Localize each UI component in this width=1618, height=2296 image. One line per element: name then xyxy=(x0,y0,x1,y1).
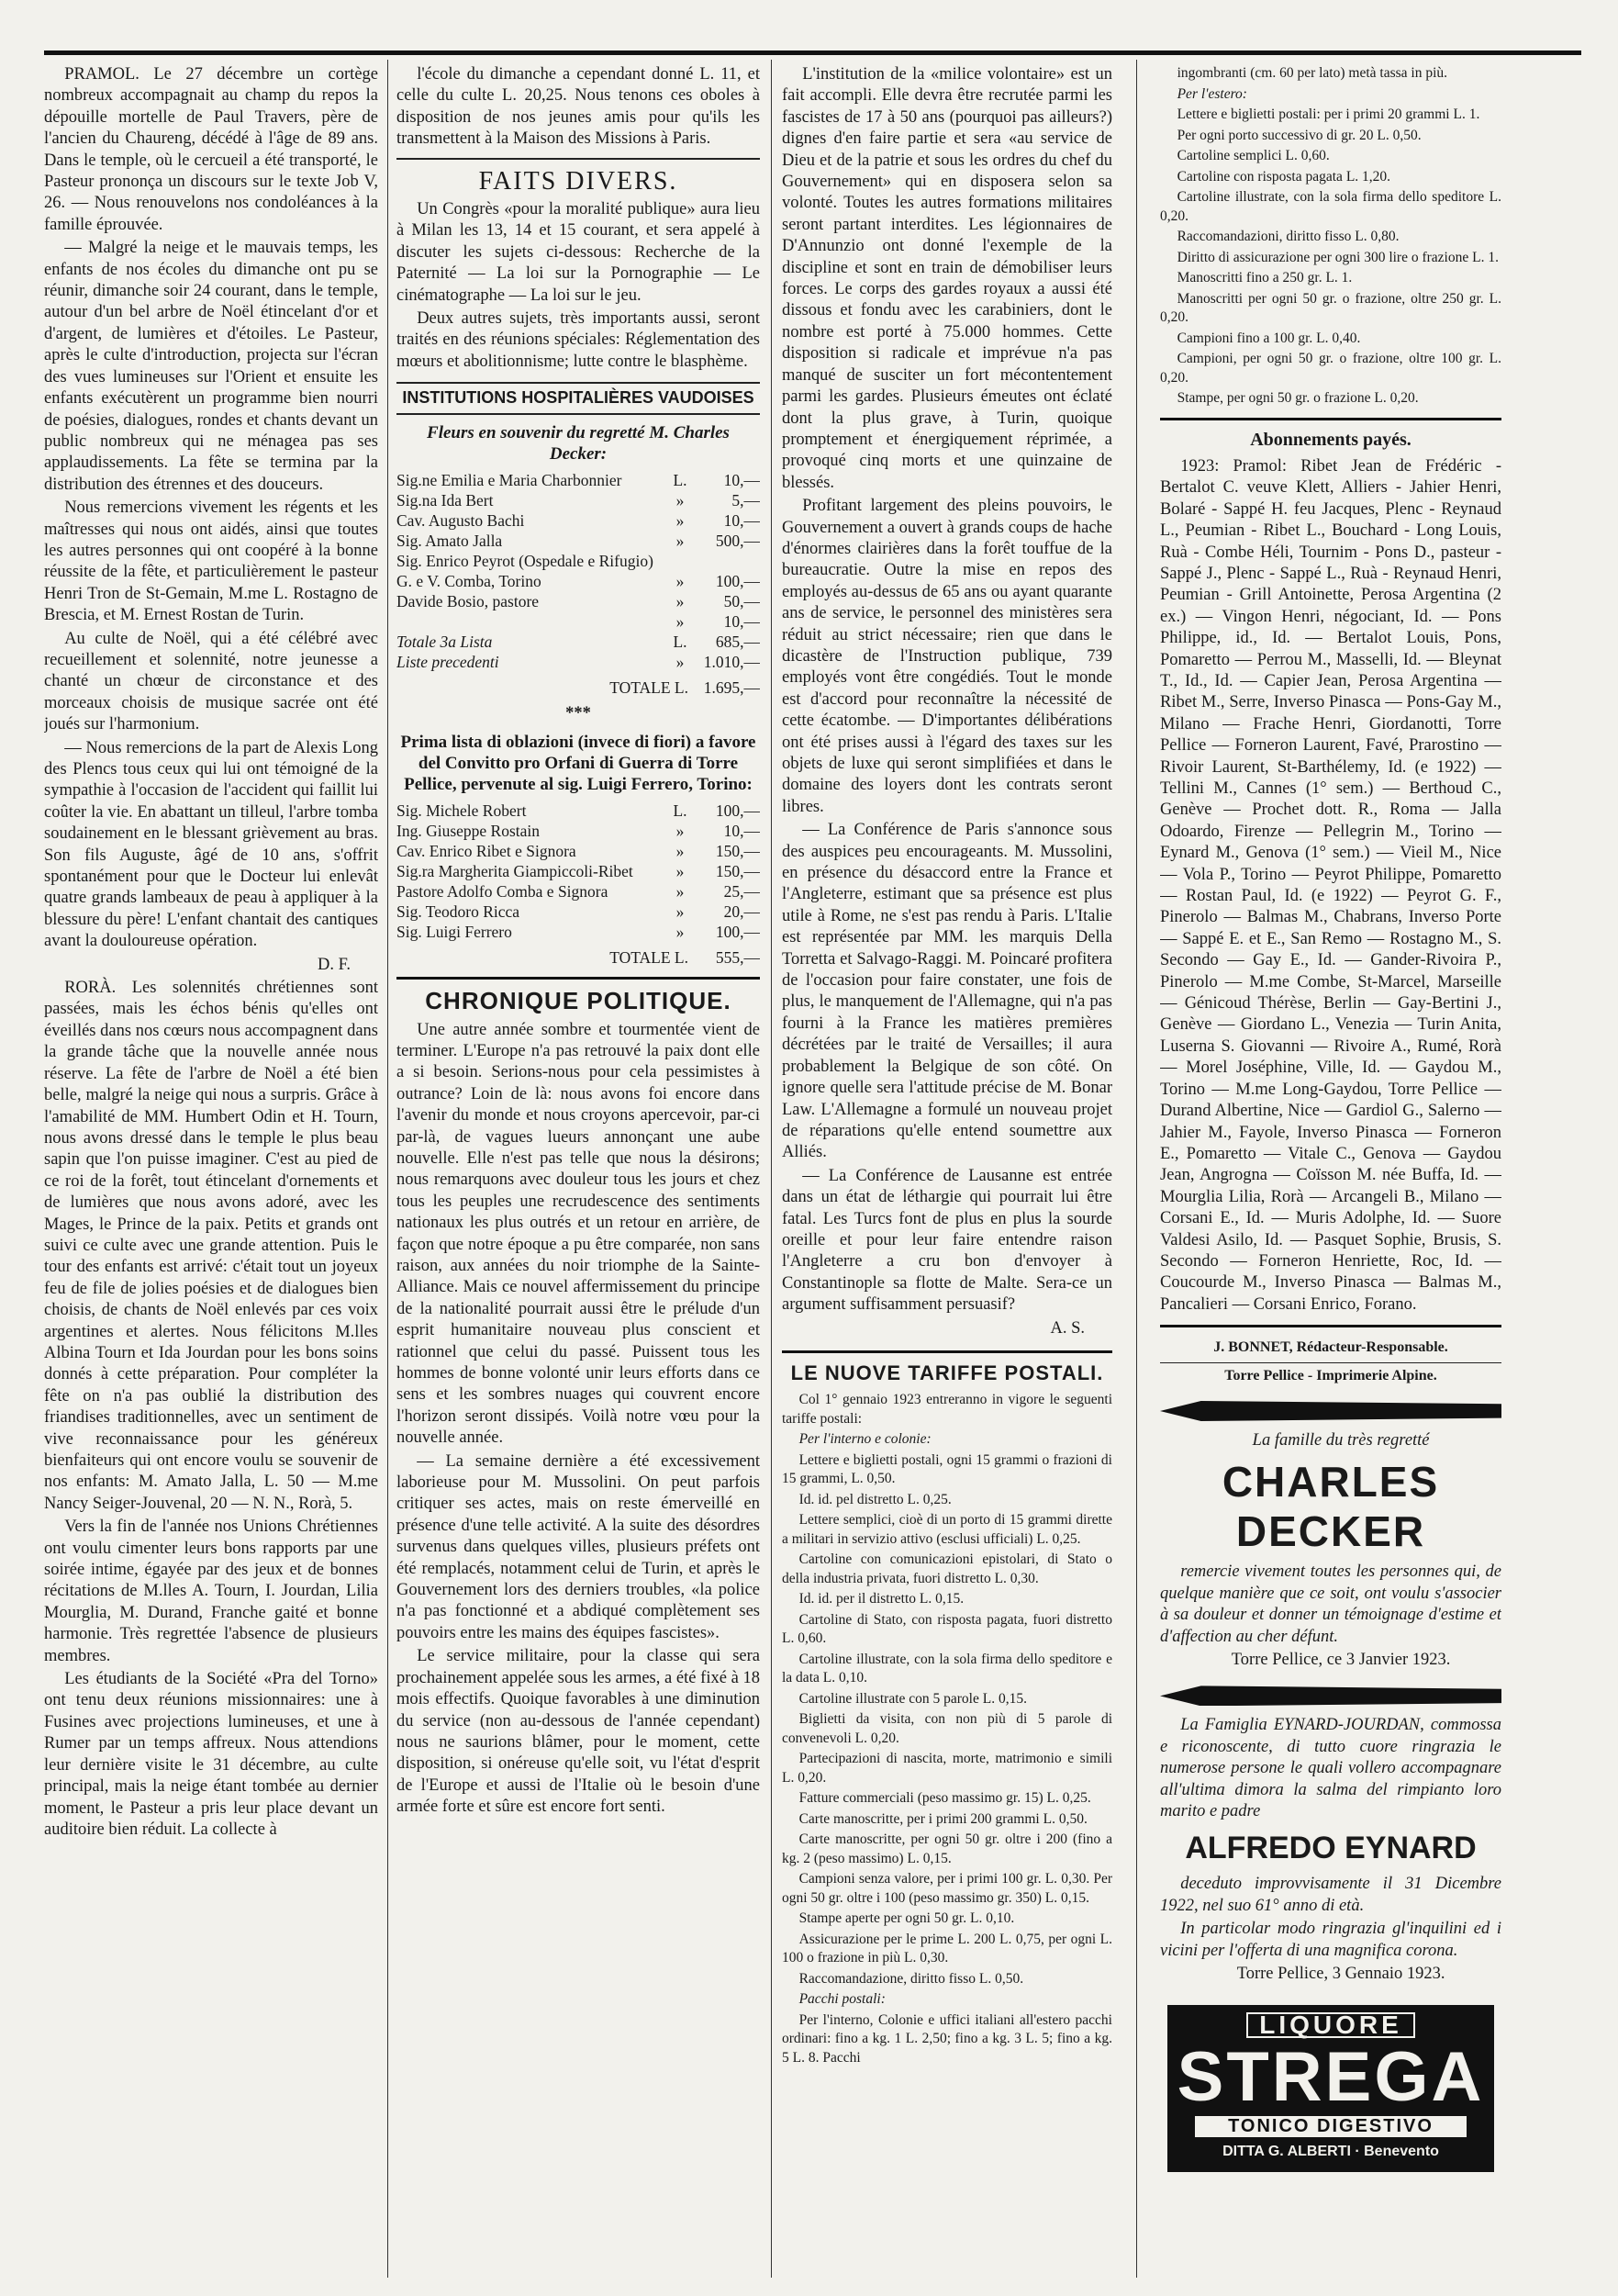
ad-label: LIQUORE xyxy=(1246,2012,1415,2037)
divider xyxy=(1160,418,1501,420)
tariff-item: Manoscritti per ogni 50 gr. o frazione, oltre 250 gr. L. 0,20. xyxy=(1160,290,1501,325)
donor-name: Sig. Michele Robert xyxy=(396,801,527,821)
amount: 100,— xyxy=(715,801,760,821)
subtotal-row xyxy=(396,652,760,672)
amount: 100,— xyxy=(715,571,760,590)
ad-brand-name: STREGA xyxy=(1177,2037,1485,2116)
tariff-item: Cartoline illustrate con 5 parole L. 0,15. xyxy=(798,1690,1027,1707)
divider xyxy=(396,977,760,980)
donor-name: Cav. Augusto Bachi xyxy=(396,510,525,530)
donation-row xyxy=(396,591,760,611)
currency-mark: » xyxy=(675,591,685,610)
tariff-subtitle: Per l'interno e colonie: xyxy=(798,1431,932,1448)
currency-mark: L. xyxy=(673,632,687,651)
abonnements-list: 1923: Pramol: Ribet Jean de Frédéric - Bertalot C. veuve Klett, Alliers - Jahier Henri, Bolaré - Sappé H. feu Jacques, Plenc - Reynaud L., Peumian - Ribet L., Bouchard - Long Louis, Ruà - Combe Héli, Tournim - Pons D., pasteur - Sappé J., Plenc - Sappé L., Ruà - Reynaud Henri, Peumian - Grill Antoinette, Perosa Argentina (2 ex.) — Vingon Henri, négociant, Id. — Pons Philippe, id., Id. — Bertalot Louis, Pons, Pomaretto — Perrou M., Masselli, Id. — Bleynat T., Id., Id. — Capier Jean, Perosa Argentina — Ribet M., Serre, Inverso Pinasca — Pons-Gay M., Milano — Frache Henri, Giordanotti, Torre Pellice — Forneron Laurent, Favé, Prarostino — Rivoir Laurent, St-Barthélemy, Id. (e 1922) — Tellini M., Cannes (1° sem.) — Berthoud C., Genève — Prochet dott. R., Roma — Jalla Odoardo, Firenze — Pellegrin M., Torino — Eynard M., Genova (1° sem.) — Vieil M., Nice — Vola P., Torino — Peyrot Philippe, Pomaretto — Rostan Paul, Id. (e 1922) — Peyrot G. F., Pinerolo — Balmas M., Chabrans, Inverso Porte — Sappé E. et E., San Remo — Rostagno M., S. Secondo — Gay E., Id. — Gander-Rivoira P., Pinerolo — M.me Combe, St-Marcel, Marseille — Génicoud Thérèse, Berlin — Gay-Bertini J., Genève — Giordano L., Venezia — Turin Anita, Luserna S. Giovanni — Rivoire A., Rumé, Rorà — Morel Joséphine, Ville, Id. — Gaydou M., Torino — M.me Long-Gaydou, Torre Pellice — Durand Albertine, Nice — Gardiol G., Salerno — Jahier M., Fayole, Inverso Pinasca — Forneron E., Pomaretto — Vitale C., Genova — Gaydou Jean, Angrogna — Coïsson M. née Buffa, Id. — Mourglia Lilia, Rorà — Arcangeli B., Milano — Corsani E., Id. — Muris Adolphe, Id. — Suore Valdesi Asilo, Id. — Pasquet Sophie, Brusis, S. Secondo — Forneron Henriette, Roc, Id. — Coucourde M., Inverso Pinasca — Balmas M., Pancalieri — Corsani Enrico, Forano. xyxy=(1160,456,1501,1314)
total-label: TOTALE L. xyxy=(609,678,688,697)
donor-name: Sig.ne Emilia e Maria Charbonnier xyxy=(396,470,622,489)
amount: 1.010,— xyxy=(703,652,760,671)
donor-name: G. e V. Comba, Torino xyxy=(396,571,541,590)
total-amount: 1.695,— xyxy=(703,678,760,697)
total-row xyxy=(396,942,760,968)
paragraph: Vers la fin de l'année nos Unions Chrétiennes ont voulu cimenter leurs bons rapports par une soirée intime, égayée par des jeux et de bonnes récitations de M.lles A. Tourn, I. Jourdan, Lilia Mourglia, M. Durand, Franche gaité et bonne harmonie. Très regrettée l'absence de plusieurs membres. xyxy=(44,1518,378,1665)
currency-mark: » xyxy=(675,571,685,590)
donation-row xyxy=(396,821,760,841)
tariff-subtitle: Per l'estero: xyxy=(1177,85,1247,102)
donation-row xyxy=(396,902,760,922)
amount: 10,— xyxy=(723,470,760,489)
paragraph: — Malgré la neige et le mauvais temps, les enfants de nos écoles du dimanche ont pu se réunir, dimanche soir 24 courant, dans le temple, autour d'un bel arbre de Noël étincelant d'or et d'argent, de lumières et d'étoiles. Le Pasteur, après le culte d'introduction, projecta sur l'écran des vues lumineuses sur l'Orient et ensuite les enfants exécutèrent un programme bien nourri de poésies, dialogues, rondes et chants devant un public nombreux qui ne ménagea pas ses applaudissements. La fête se termina par la distribution des étrennes et des douceurs. xyxy=(44,239,378,494)
section-title-tariffe: LE NUOVE TARIFFE POSTALI. xyxy=(782,1350,1112,1383)
donation-row xyxy=(396,470,760,490)
top-rule xyxy=(44,50,1581,55)
amount: 150,— xyxy=(715,842,760,861)
amount: 500,— xyxy=(715,531,760,550)
tariff-item: Biglietti da visita, con non più di 5 parole di convenevoli L. 0,20. xyxy=(782,1711,1112,1746)
donor-name: Ing. Giuseppe Rostain xyxy=(396,822,541,841)
donation-row xyxy=(396,922,760,942)
paragraph: Les étudiants de la Société «Pra del Torno» ont tenu deux réunions missionnaires: une à Fusines avec projections lumineuses, et une à Rumer par un temps affreux. Nous attendions leur dernière visite le 31 décembre, au culte principal, mais la neige étant tombée au dernier moment, le Pasteur a pris leur place devant un auditoire bien réduit. La collecte à xyxy=(44,1670,378,1839)
paragraph: PRAMOL. Le 27 décembre un cortège nombreux accompagnait au champ du repos la dépouille mortelle de Paul Travers, père de l'ancien du Chaureng, décédé à l'âge de 89 ans. Dans le temple, où le cercueil a été transporté, le Pasteur prononça un discours sur le texte Job V, 26. — Nous renouvelons nos condoléances à la famille éprouvée. xyxy=(44,65,378,234)
donor-name: Sig. Teodoro Ricca xyxy=(396,902,520,922)
currency-mark: L. xyxy=(673,470,687,489)
tariff-item: Assicurazione per le prime L. 200 L. 0,75, per ogni L. 100 o frazione in più L. 0,30. xyxy=(782,1931,1112,1966)
tariff-item: Campioni, per ogni 50 gr. o frazione, oltre 100 gr. L. 0,20. xyxy=(1160,351,1501,386)
divider xyxy=(396,158,760,160)
donor-name: Sig.na Ida Bert xyxy=(396,490,494,510)
list-title-fleurs: Fleurs en souvenir du regretté M. Charles Decker: xyxy=(427,422,730,464)
tariff-item: Raccomandazioni, diritto fisso L. 0,80. xyxy=(1177,229,1400,244)
notice-intro: La famille du très regretté xyxy=(1252,1430,1430,1450)
paragraph: Une autre année sombre et tourmentée vient de terminer. L'Europe n'a pas retrouvé la paix dont elle a si besoin. Serions-nous pour cela pessimistes à outrance? Loin de là: nous avons foi encore dans l'avenir du monde et nous croyons apercevoir, par-ci par-là, de vagues lueurs annonçant une aube nouvelle. Elle n'est pas telle que nous la désirons; nous remarquons avec douleur tous les jours et chez tous les peuples une recrudescence des sentiments nationaux les plus outrés et un retour en arrière, de façon que notre époque a pu être comparée, non sans raison, aux années du noir triomphe de la Sainte-Alliance. Mais ce nouvel affermissement du principe de la nationalité pourrait aussi être le prélude d'un esprit humanitaire nouveau plus conscient et rationnel que celui du passé. Puissent tous les hommes de bonne volonté unir leurs efforts dans ce sens et les sombres nuages qui couvrent encore l'horizon seront dissipés. Voilà notre vœu pour la nouvelle année. xyxy=(396,1020,760,1448)
tariff-item: Stampe aperte per ogni 50 gr. L. 0,10. xyxy=(798,1910,1015,1927)
tariff-item: Lettere semplici, cioè di un porto di 15 grammi dirette a militari in servizio attivo (esclusi ufficiali) L. 0,25. xyxy=(782,1512,1112,1547)
paragraph: — Nous remercions de la part de Alexis Long des Plencs tous ceux qui lui ont témoigné de la sympathie à l'occasion de l'accident qui faillit lui coûter la vie. En abattant un tilleul, l'arbre tomba soudainement en le blessant grièvement au bras. Son fils Auguste, âgé de 10 ans, s'offrit spontanément pour que le Docteur lui enlevât quatre grands lambeaux de peau à appliquer à la blessure du père! L'enfant chantait des cantiques avant la douloureuse opération. xyxy=(44,738,378,951)
signature: D. F. xyxy=(317,955,351,974)
amount: 685,— xyxy=(715,632,760,651)
tariff-item: Cartoline semplici L. 0,60. xyxy=(1177,148,1330,163)
donation-row xyxy=(396,861,760,881)
donation-row xyxy=(396,571,760,591)
paragraph: Le service militaire, pour la classe qui sera prochainement appelée sous les armes, a été fixé à 18 mois effectifs. Quoique favorables à une diminution du service (non au-dessous de l'année cependant) nous ne saurions blâmer, pour le moment, cette disposition, si onéreuse qu'elle soit, vu l'état d'esprit de l'Europe et aussi de l'Italie où le besoin d'une armée forte et sûre est encore fort senti. xyxy=(396,1647,760,1817)
amount: 10,— xyxy=(723,510,760,530)
notice-text: In particolar modo ringrazia gl'inquilini ed i vicini per l'offerta di una magnifica corona. xyxy=(1160,1920,1501,1960)
list-title-prima: Prima lista di oblazioni (invece di fiori) a favore del Convitto pro Orfani di Guerra di Torre Pellice, pervenute al sig. Luigi Ferrero, Torino: xyxy=(400,733,756,795)
tariff-item: Stampe, per ogni 50 gr. o frazione L. 0,20. xyxy=(1177,390,1419,406)
notice-name-decker: CHARLES DECKER xyxy=(1222,1458,1440,1556)
ornament-rule xyxy=(1160,1686,1501,1706)
column-2 xyxy=(396,64,760,2272)
amount: 150,— xyxy=(715,862,760,881)
donor-name xyxy=(396,611,672,632)
paragraph: RORÀ. Les solennités chrétiennes sont passées, mais les échos bénis qu'elles ont éveillés dans nos cœurs nous accompagnent dans la grande tâche que la nouvelle année nous réserve. La fête de l'arbre de Noël a été bien belle, malgré la neige qui nous a surpris. Grâce à l'amabilité de MM. Humbert Odin et H. Tourn, nous avons dressé dans le temple le plus beau sapin que l'on puisse imaginer. C'est au pied de ce roi de la forêt, tout étincelant d'ornements et de lumières que nous avons adoré, avec les Mages, le Prince de la paix. Petits et grands ont suivi ce culte avec une grande attention. Puis le tour des enfants est arrivé: c'était tout un joyeux feu de file de jolies poésies et de dialogues bien choisis, de chants de Noël enlevés par ces voix argentines et alertes. Nous félicitons M.lles Albina Tourn et Ida Jourdan pour les bons soins donnés à cette préparation. Pour compléter la fête on n'a pas oublié la distribution des friandises traditionnelles, avec un sentiment de vive reconnaissance pour les généreux bienfaiteurs qui ont encore voulu se souvenir de nos enfants: M. Amato Jalla, L. 50 — M.me Nancy Seiger-Jouvenal, 20 — N. N., Rorà, 5. xyxy=(44,979,378,1513)
tariff-item: Fatture commerciali (peso massimo gr. 15) L. 0,25. xyxy=(798,1790,1091,1807)
column-rule xyxy=(387,60,388,2278)
amount: 50,— xyxy=(723,591,760,610)
signature: A. S. xyxy=(1050,1318,1085,1338)
paragraph: Un Congrès «pour la moralité publique» aura lieu à Milan les 13, 14 et 15 courant, et sera appelé à discuter les sujets ci-dessous: Recherche de la Paternité — La loi sur la Pornographie — Le cinématographe — La loi sur le jeu. xyxy=(396,200,760,305)
currency-mark: » xyxy=(675,652,685,671)
amount: 100,— xyxy=(715,923,760,942)
subtotal-row xyxy=(396,632,760,652)
donor-name: Cav. Enrico Ribet e Signora xyxy=(396,842,576,861)
total-row xyxy=(396,672,760,698)
tariff-item: Carte manoscritte, per i primi 200 grammi L. 0,50. xyxy=(798,1810,1088,1827)
tariff-item: Cartoline con comunicazioni epistolari, di Stato o della industria privata, fuori distretto L. 0,30. xyxy=(782,1551,1112,1586)
amount: 10,— xyxy=(723,822,760,841)
tariff-item: Partecipazioni di nascita, morte, matrimonio e simili L. 0,20. xyxy=(782,1751,1112,1786)
section-title-abonnements: Abonnements payés. xyxy=(1250,429,1412,450)
amount xyxy=(688,551,760,571)
currency-mark: » xyxy=(675,822,685,841)
tariff-item: Carte manoscritte, per ogni 50 gr. oltre i 200 (fino a kg. 2 (peso massimo) L. 0,15. xyxy=(782,1831,1112,1866)
notice-intro: La Famiglia EYNARD-JOURDAN, commossa e riconoscente, di tutto cuore ringrazia le numerose persone le quali vollero accompagnare all'ultima dimora la salma del rimpianto loro marito e padre xyxy=(1160,1716,1501,1821)
redacteur-credit: J. BONNET, Rédacteur-Responsable. xyxy=(1213,1339,1448,1356)
column-rule xyxy=(771,60,772,2278)
notice-place-date: Torre Pellice, ce 3 Janvier 1923. xyxy=(1231,1651,1451,1669)
paragraph: Profitant largement des pleins pouvoirs, le Gouvernement a ouvert à grands coups de hache d'énormes clairières dans la forêt touffue de la bureaucratie. Outre la mise en repos des employés au-dessus de 65 ans ou ayant quarante ans de service, le personnel des ministères sera réduit au strict nécessaire; rien que dans le dicastère de l'Instruction publique, 739 employés vont être congédiés. Tout le monde est d'accord pour reconnaître la nécessité de cette écatombe. — D'importantes délibérations ont été prises aussi à l'égard des taxes sur les objets de luxe qui seront simplifiées et dans le domaine des loyers dont les contrats seront libres. xyxy=(782,497,1112,816)
tariff-item: Id. id. pel distretto L. 0,25. xyxy=(798,1491,952,1507)
amount: 25,— xyxy=(723,882,760,902)
subtotal-label: Totale 3a Lista xyxy=(396,632,493,651)
tariff-item: Cartoline illustrate, con la sola firma dello speditore L. 0,20. xyxy=(1160,189,1501,224)
tariff-item: Campioni fino a 100 gr. L. 0,40. xyxy=(1177,330,1361,346)
currency-mark: » xyxy=(675,842,685,861)
tariff-item: Cartoline con risposta pagata L. 1,20. xyxy=(1177,168,1391,185)
paragraph: Deux autres sujets, très importants aussi, seront traités en des réunions spéciales: Réglementation des mœurs et abolitionnisme; lutte contre le blasphème. xyxy=(396,309,760,371)
ornament-rule xyxy=(1160,1401,1501,1421)
divider xyxy=(1160,1325,1501,1327)
currency-mark: » xyxy=(675,531,685,550)
donation-row xyxy=(396,881,760,902)
donor-name: Sig. Luigi Ferrero xyxy=(396,923,512,942)
amount: 20,— xyxy=(723,902,760,922)
notice-name-eynard: ALFREDO EYNARD xyxy=(1185,1831,1477,1866)
tariff-intro: Col 1° gennaio 1923 entreranno in vigore le seguenti tariffe postali: xyxy=(782,1392,1112,1427)
tariff-item: Raccomandazione, diritto fisso L. 0,50. xyxy=(798,1970,1024,1987)
paragraph: l'école du dimanche a cependant donné L. 11, et celle du culte L. 20,25. Nous tenons ces oboles à disposition de nos jeunes amis pour qu'ils les transmettent à la Maison des Missions à Paris. xyxy=(396,65,760,149)
column-4 xyxy=(1160,64,1501,2272)
paragraph: — La Conférence de Lausanne est entrée dans un état de léthargie qui pourrait lui être fatal. Les Turcs font de plus en plus la sourde oreille et pour leur faire entendre raison l'Angleterre a cru bon d'envoyer à Constantinople sa flotte de Malte. Sera-ce un argument suffisamment persuasif? xyxy=(782,1166,1112,1315)
ad-tagline: TONICO DIGESTIVO xyxy=(1195,2116,1467,2137)
donation-row xyxy=(396,510,760,531)
donation-row xyxy=(396,801,760,821)
subtotal-label: Liste precedenti xyxy=(396,652,499,671)
paragraph: — La Conférence de Paris s'annonce sous des auspices peu encourageants. M. Mussolini, en présence du désaccord entre la France et l'Angleterre, estimant que sa présence est plus utile à Rome, ne s'est pas rendu à Paris. L'Italie est représentée par MM. les marquis Della Torretta et Salvago-Raggi. M. Poincaré profitera de l'occasion pour faire constater, une fois de plus, le manquement de l'Allemagne, qui n'a pas fourni à la France les matières premières décrétées par le traité de Versailles; il aura probablement la Belgique de son côté. On ignore quelle sera l'attitude précise de M. Bonar Law. L'Allemagne a formulé un nouveau projet de réparations qu'elle entend soumettre aux Alliés. xyxy=(782,821,1112,1162)
tariff-cont: ingombranti (cm. 60 per lato) metà tassa in più. xyxy=(1177,65,1448,81)
section-title-institutions: INSTITUTIONS HOSPITALIÈRES VAUDOISES xyxy=(396,382,760,414)
donor-name: Davide Bosio, pastore xyxy=(396,591,540,610)
tariff-list xyxy=(782,1391,1112,2067)
column-3 xyxy=(782,64,1112,2272)
currency-mark: » xyxy=(675,490,685,510)
tariff-item: Campioni senza valore, per i primi 100 gr. L. 0,30. Per ogni 50 gr. oltre i 100 (peso massimo gr. 350) L. 0,15. xyxy=(782,1871,1112,1906)
tariff-item: Per ogni porto successivo di gr. 20 L. 0,50. xyxy=(1177,127,1422,143)
tariff-item: Cartoline di Stato, con risposta pagata, fuori distretto L. 0,60. xyxy=(782,1611,1112,1647)
donor-name: Sig. Amato Jalla xyxy=(396,531,503,550)
currency-mark: L. xyxy=(673,801,687,821)
notice-text: deceduto improvvisamente il 31 Dicembre 1922, nel suo 61° anno di età. xyxy=(1160,1875,1501,1915)
donation-row xyxy=(396,531,760,551)
paragraph: Au culte de Noël, qui a été célébré avec recueillement et solennité, notre jeunesse a chanté un chœur de circonstance et des morceaux choisis de musique sacrée ont été joués sur l'harmonium. xyxy=(44,629,378,734)
donation-table-fleurs xyxy=(396,470,760,698)
currency-mark: » xyxy=(675,902,685,922)
currency-mark: » xyxy=(675,510,685,530)
tariff-item: Diritto di assicurazione per ogni 300 lire o frazione L. 1. xyxy=(1177,249,1499,265)
amount: 5,— xyxy=(731,490,760,510)
notice-text: remercie vivement toutes les personnes qui, de quelque manière que ce soit, ont voulu s'associer à sa douleur et donner un témoignage d'estime et d'affection au cher défunt. xyxy=(1160,1562,1501,1646)
total-label: TOTALE L. xyxy=(609,948,688,968)
currency-mark: » xyxy=(675,862,685,881)
strega-advertisement xyxy=(1167,2005,1494,2171)
tariff-estero-list xyxy=(1160,64,1501,409)
printer-credit: Torre Pellice - Imprimerie Alpine. xyxy=(1160,1362,1501,1386)
donation-table-prima xyxy=(396,801,760,968)
notice-place-date: Torre Pellice, 3 Gennaio 1923. xyxy=(1236,1965,1445,1984)
paragraph: L'institution de la «milice volontaire» est un fait accompli. Elle devra être recrutée parmi les fascistes de 17 à 50 ans (pourquoi pas ailleurs?) dignes d'en faire partie et sera «au service de Dieu et de la patrie et sous les ordres du chef du Gouvernement» qui en disposera selon sa volonté. Toutes les autres formations militaires seront partant interdites. Les légionnaires de D'Annunzio ont donné l'exemple de la discipline et sont en train de démobiliser leurs forces. Le corps des gardes royaux a aussi été dissous et fondu avec les carabiniers, dont le nombre est porté à 75.000 hommes. Cette disposition si radicale et imprévue n'a pas manqué de susciter un fort mécontentement parmi les gardes. Plusieurs émeutes ont éclaté dont la plus grave, à Turin, quoique promptement et énergiquement réprimée, a provoqué cinq morts et une quinzaine de blessés. xyxy=(782,65,1112,492)
tariff-item: Id. id. per il distretto L. 0,15. xyxy=(798,1591,965,1607)
donation-row xyxy=(396,841,760,861)
tariff-subtitle: Pacchi postali: xyxy=(798,1991,886,2008)
tariff-item: Per l'interno, Colonie e uffici italiani all'estero pacchi ordinari: fino a kg. 1 L. 2,50; fino a kg. 3 L. 5; fino a kg. 5 L. 8. Pacchi xyxy=(782,2011,1112,2066)
currency-mark: » xyxy=(675,923,685,942)
donor-name: Pastore Adolfo Comba e Signora xyxy=(396,882,608,902)
donation-row xyxy=(396,490,760,510)
section-title-faits-divers: FAITS DIVERS. xyxy=(478,166,678,196)
donation-row xyxy=(396,551,760,571)
donation-row xyxy=(396,611,760,632)
paragraph: Nous remercions vivement les régents et les maîtresses qui nous ont aidés, ainsi que toutes les autres personnes qui ont coopéré à la bonne réussite de la fête, et particulièrement le pasteur Henri Tron de St-Gemain, M.me L. Rostagno de Brescia, et M. Ernest Rostan de Turin. xyxy=(44,498,378,625)
tariff-item: Manoscritti fino a 250 gr. L. 1. xyxy=(1177,270,1353,286)
tariff-item: Cartoline illustrate, con la sola firma dello speditore e la data L. 0,10. xyxy=(782,1651,1112,1686)
total-amount: 555,— xyxy=(715,948,760,968)
currency-mark: » xyxy=(675,882,685,902)
stars-divider: *** xyxy=(565,703,591,722)
tariff-item: Lettere e biglietti postali, ogni 15 grammi o frazioni di 15 grammi, L. 0,50. xyxy=(782,1451,1112,1487)
section-title-chronique: CHRONIQUE POLITIQUE. xyxy=(425,987,731,1015)
donor-name: Sig.ra Margherita Giampiccoli-Ribet xyxy=(396,862,633,881)
currency-mark: » xyxy=(675,611,685,631)
currency-mark xyxy=(672,551,688,571)
donor-name: Sig. Enrico Peyrot (Ospedale e Rifugio) xyxy=(396,551,653,570)
amount: 10,— xyxy=(723,611,760,631)
column-rule xyxy=(1136,60,1137,2278)
ad-company: DITTA G. ALBERTI · Benevento xyxy=(1222,2144,1439,2160)
tariff-item: Lettere e biglietti postali: per i primi 20 grammi L. 1. xyxy=(1177,106,1480,122)
column-1 xyxy=(44,64,378,2272)
paragraph: — La semaine dernière a été excessivement laborieuse pour M. Mussolini. On peut parfois critiquer ses actes, mais on reste émerveillé en présence d'une telle activité. A la suite des désordres survenus dans quelques villes, plusieurs préfets ont été remplacés, notamment celui de Turin, et après le Gouvernement lors des derniers troubles, «la police n'a pas fonctionné et a abdiqué complètement ses pouvoirs entre les mains des équipes fascistes». xyxy=(396,1451,760,1642)
